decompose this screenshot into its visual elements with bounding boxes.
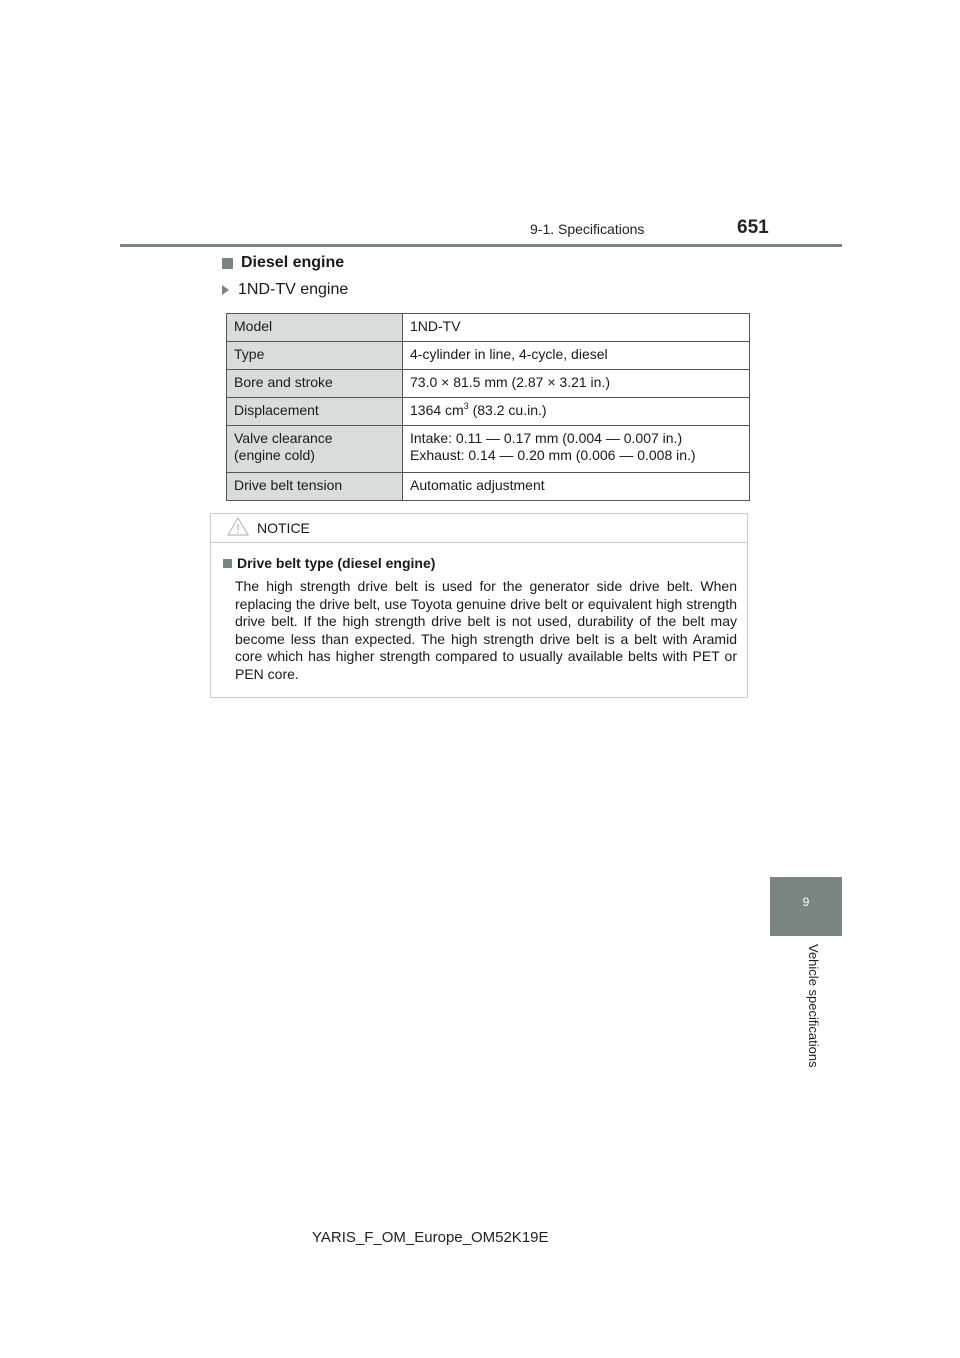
spec-table [226,313,750,501]
page-number: 651 [737,217,769,238]
notice-box [210,513,748,698]
table-row [227,370,750,398]
triangle-bullet-icon [222,285,229,295]
table-row [227,314,750,342]
table-value [403,426,750,473]
notice-body: The high strength drive belt is used for the generator side drive belt. When replacing the drive belt, use Toyota genuine drive belt or equivalent high strength drive belt. If the high strength drive belt is not used, durability of the belt may become less than expected. The high strength drive belt is a belt with Aramid core which has higher strength compared to usually available belts with PET or PEN core. [235,578,737,682]
table-value: 4-cylinder in line, 4-cycle, diesel [403,342,750,370]
notice-title [223,555,747,571]
table-label: Type [227,342,403,370]
value-suffix: (83.2 cu.in.) [468,402,547,418]
square-bullet-icon [223,559,232,568]
table-row [227,342,750,370]
subheading-text: 1ND-TV engine [238,281,349,298]
header-section-title: 9-1. Specifications [530,221,645,237]
table-label: Bore and stroke [227,370,403,398]
chapter-tab: 9 [770,877,842,936]
table-row [227,473,750,501]
table-value: 1ND-TV [403,314,750,342]
table-value [403,398,750,426]
table-label [227,426,403,473]
value-prefix: 1364 cm [410,402,464,418]
table-label: Drive belt tension [227,473,403,501]
notice-title-text: Drive belt type (diesel engine) [237,555,436,571]
value-superscript: 3 [463,401,469,411]
section-heading [222,254,344,272]
notice-header [211,514,747,543]
footer-code: YARIS_F_OM_Europe_OM52K19E [312,1229,549,1246]
chapter-label: Vehicle specifications [806,944,821,1068]
label-line: (engine cold) [234,447,315,463]
notice-heading: NOTICE [257,520,310,536]
subheading [222,281,348,299]
table-row [227,398,750,426]
square-bullet-icon [222,258,233,269]
value-line: Exhaust: 0.14 — 0.20 mm (0.006 — 0.008 in.) [410,447,696,463]
table-value: Automatic adjustment [403,473,750,501]
table-label: Model [227,314,403,342]
table-label: Displacement [227,398,403,426]
value-line: Intake: 0.11 — 0.17 mm (0.004 — 0.007 in.) [410,430,683,446]
header-rule [120,244,842,247]
label-line: Valve clearance [234,430,333,446]
table-row [227,426,750,473]
section-heading-text: Diesel engine [241,254,345,271]
table-value: 73.0 × 81.5 mm (2.87 × 3.21 in.) [403,370,750,398]
warning-icon [227,517,249,539]
